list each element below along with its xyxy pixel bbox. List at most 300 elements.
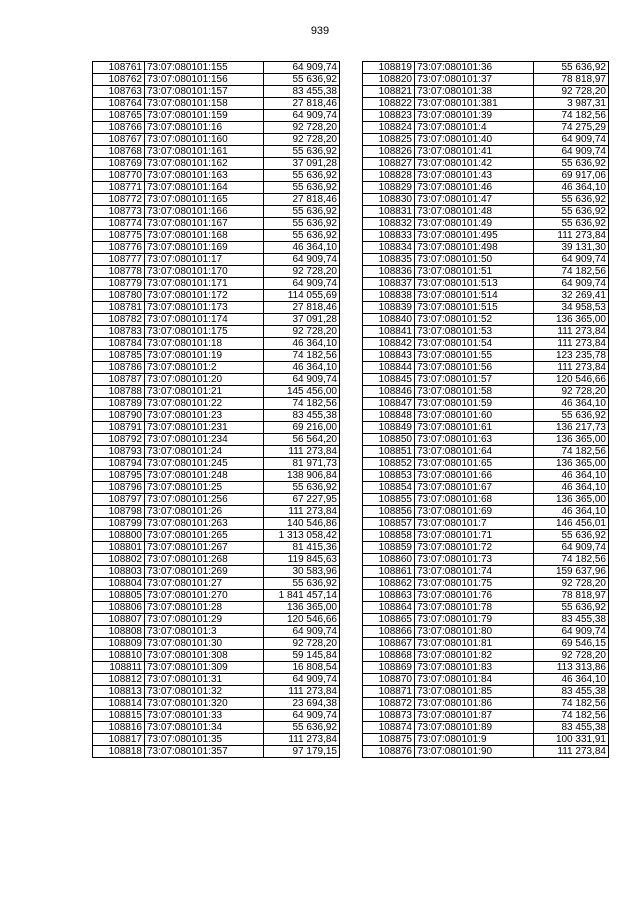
table-row	[363, 650, 609, 662]
cadastral-number-cell: 73:07:080101:72	[415, 542, 534, 554]
cadastral-number-cell: 73:07:080101:57	[415, 374, 534, 386]
value-cell: 46 364,10	[534, 506, 609, 518]
cadastral-number-cell: 73:07:080101:35	[145, 734, 264, 746]
cadastral-number-cell: 73:07:080101:270	[145, 590, 264, 602]
row-number-cell: 108820	[363, 74, 415, 86]
cadastral-number-cell: 73:07:080101:172	[145, 290, 264, 302]
row-number-cell: 108836	[363, 266, 415, 278]
table-row	[93, 386, 340, 398]
value-cell: 46 364,10	[264, 338, 340, 350]
value-cell: 56 564,20	[264, 434, 340, 446]
row-number-cell: 108864	[363, 602, 415, 614]
table-row	[363, 578, 609, 590]
cadastral-number-cell: 73:07:080101:26	[145, 506, 264, 518]
table-row	[93, 134, 340, 146]
table-row	[363, 206, 609, 218]
table-row	[93, 98, 340, 110]
value-cell: 1 841 457,14	[264, 590, 340, 602]
cadastral-number-cell: 73:07:080101:74	[415, 566, 534, 578]
row-number-cell: 108818	[93, 746, 145, 758]
row-number-cell: 108875	[363, 734, 415, 746]
page-number: 939	[310, 25, 330, 37]
row-number-cell: 108855	[363, 494, 415, 506]
row-number-cell: 108766	[93, 122, 145, 134]
cadastral-number-cell: 73:07:080101:86	[415, 698, 534, 710]
value-cell: 69 216,00	[264, 422, 340, 434]
cadastral-number-cell: 73:07:080101:2	[145, 362, 264, 374]
table-row	[363, 218, 609, 230]
table-row	[93, 530, 340, 542]
value-cell: 120 546,66	[264, 614, 340, 626]
table-row	[363, 230, 609, 242]
value-cell: 55 636,92	[534, 206, 609, 218]
value-cell: 83 455,38	[534, 686, 609, 698]
table-row	[93, 482, 340, 494]
value-cell: 55 636,92	[534, 158, 609, 170]
table-row	[93, 290, 340, 302]
cadastral-number-cell: 73:07:080101:56	[415, 362, 534, 374]
row-number-cell: 108852	[363, 458, 415, 470]
table-row	[363, 710, 609, 722]
cadastral-number-cell: 73:07:080101:59	[415, 398, 534, 410]
table-row	[363, 266, 609, 278]
cadastral-number-cell: 73:07:080101:20	[145, 374, 264, 386]
row-number-cell: 108777	[93, 254, 145, 266]
value-cell: 97 179,15	[264, 746, 340, 758]
cadastral-number-cell: 73:07:080101:158	[145, 98, 264, 110]
row-number-cell: 108872	[363, 698, 415, 710]
value-cell: 39 131,30	[534, 242, 609, 254]
row-number-cell: 108858	[363, 530, 415, 542]
left-register-table	[92, 61, 340, 758]
cadastral-number-cell: 73:07:080101:309	[145, 662, 264, 674]
cadastral-number-cell: 73:07:080101:17	[145, 254, 264, 266]
table-row	[363, 590, 609, 602]
cadastral-number-cell: 73:07:080101:67	[415, 482, 534, 494]
table-row	[93, 578, 340, 590]
table-row	[363, 518, 609, 530]
value-cell: 111 273,84	[264, 734, 340, 746]
row-number-cell: 108768	[93, 146, 145, 158]
cadastral-number-cell: 73:07:080101:18	[145, 338, 264, 350]
row-number-cell: 108790	[93, 410, 145, 422]
value-cell: 92 728,20	[534, 578, 609, 590]
table-row	[363, 122, 609, 134]
cadastral-number-cell: 73:07:080101:63	[415, 434, 534, 446]
value-cell: 23 694,38	[264, 698, 340, 710]
value-cell: 92 728,20	[264, 326, 340, 338]
cadastral-number-cell: 73:07:080101:68	[415, 494, 534, 506]
row-number-cell: 108853	[363, 470, 415, 482]
table-row	[93, 278, 340, 290]
cadastral-number-cell: 73:07:080101:159	[145, 110, 264, 122]
cadastral-number-cell: 73:07:080101:85	[415, 686, 534, 698]
table-row	[93, 110, 340, 122]
cadastral-number-cell: 73:07:080101:513	[415, 278, 534, 290]
row-number-cell: 108850	[363, 434, 415, 446]
value-cell: 64 909,74	[534, 542, 609, 554]
cadastral-number-cell: 73:07:080101:163	[145, 170, 264, 182]
cadastral-number-cell: 73:07:080101:46	[415, 182, 534, 194]
row-number-cell: 108800	[93, 530, 145, 542]
table-row	[363, 422, 609, 434]
row-number-cell: 108841	[363, 326, 415, 338]
value-cell: 136 365,00	[264, 602, 340, 614]
value-cell: 120 546,66	[534, 374, 609, 386]
cadastral-number-cell: 73:07:080101:381	[415, 98, 534, 110]
row-number-cell: 108816	[93, 722, 145, 734]
value-cell: 46 364,10	[534, 182, 609, 194]
value-cell: 74 182,56	[264, 398, 340, 410]
row-number-cell: 108772	[93, 194, 145, 206]
cadastral-number-cell: 73:07:080101:168	[145, 230, 264, 242]
table-row	[93, 650, 340, 662]
value-cell: 74 182,56	[264, 350, 340, 362]
table-row	[93, 506, 340, 518]
cadastral-number-cell: 73:07:080101:66	[415, 470, 534, 482]
value-cell: 83 455,38	[534, 722, 609, 734]
value-cell: 113 313,86	[534, 662, 609, 674]
row-number-cell: 108774	[93, 218, 145, 230]
row-number-cell: 108862	[363, 578, 415, 590]
row-number-cell: 108806	[93, 602, 145, 614]
row-number-cell: 108789	[93, 398, 145, 410]
cadastral-number-cell: 73:07:080101:357	[145, 746, 264, 758]
value-cell: 92 728,20	[534, 650, 609, 662]
table-row	[93, 458, 340, 470]
cadastral-number-cell: 73:07:080101:231	[145, 422, 264, 434]
table-row	[93, 674, 340, 686]
value-cell: 55 636,92	[534, 218, 609, 230]
table-row	[93, 326, 340, 338]
table-row	[363, 470, 609, 482]
cadastral-number-cell: 73:07:080101:22	[145, 398, 264, 410]
value-cell: 111 273,84	[534, 326, 609, 338]
value-cell: 114 055,69	[264, 290, 340, 302]
value-cell: 55 636,92	[264, 218, 340, 230]
table-row	[93, 374, 340, 386]
table-row	[93, 422, 340, 434]
table-row	[363, 194, 609, 206]
value-cell: 32 269,41	[534, 290, 609, 302]
row-number-cell: 108874	[363, 722, 415, 734]
cadastral-number-cell: 73:07:080101:43	[415, 170, 534, 182]
table-row	[93, 218, 340, 230]
cadastral-number-cell: 73:07:080101:90	[415, 746, 534, 758]
table-row	[363, 506, 609, 518]
table-row	[93, 254, 340, 266]
cadastral-number-cell: 73:07:080101:39	[415, 110, 534, 122]
table-row	[363, 530, 609, 542]
value-cell: 83 455,38	[264, 86, 340, 98]
value-cell: 46 364,10	[534, 482, 609, 494]
value-cell: 145 456,00	[264, 386, 340, 398]
value-cell: 136 365,00	[534, 434, 609, 446]
cadastral-number-cell: 73:07:080101:76	[415, 590, 534, 602]
cadastral-number-cell: 73:07:080101:265	[145, 530, 264, 542]
table-row	[363, 410, 609, 422]
value-cell: 64 909,74	[534, 146, 609, 158]
table-row	[93, 230, 340, 242]
cadastral-number-cell: 73:07:080101:61	[415, 422, 534, 434]
table-row	[363, 386, 609, 398]
table-row	[93, 362, 340, 374]
value-cell: 64 909,74	[534, 278, 609, 290]
table-row	[363, 554, 609, 566]
cadastral-number-cell: 73:07:080101:48	[415, 206, 534, 218]
cadastral-number-cell: 73:07:080101:7	[415, 518, 534, 530]
row-number-cell: 108828	[363, 170, 415, 182]
value-cell: 119 845,63	[264, 554, 340, 566]
value-cell: 16 808,54	[264, 662, 340, 674]
table-row	[93, 698, 340, 710]
cadastral-number-cell: 73:07:080101:234	[145, 434, 264, 446]
row-number-cell: 108830	[363, 194, 415, 206]
row-number-cell: 108835	[363, 254, 415, 266]
table-row	[363, 686, 609, 698]
table-row	[93, 398, 340, 410]
row-number-cell: 108792	[93, 434, 145, 446]
row-number-cell: 108843	[363, 350, 415, 362]
row-number-cell: 108799	[93, 518, 145, 530]
table-row	[363, 446, 609, 458]
table-row	[93, 518, 340, 530]
value-cell: 92 728,20	[264, 134, 340, 146]
value-cell: 78 818,97	[534, 590, 609, 602]
row-number-cell: 108785	[93, 350, 145, 362]
value-cell: 74 182,56	[534, 554, 609, 566]
table-row	[93, 62, 340, 74]
table-row	[363, 638, 609, 650]
table-row	[93, 206, 340, 218]
row-number-cell: 108778	[93, 266, 145, 278]
value-cell: 55 636,92	[534, 602, 609, 614]
value-cell: 74 182,56	[534, 446, 609, 458]
cadastral-number-cell: 73:07:080101:28	[145, 602, 264, 614]
value-cell: 111 273,84	[264, 506, 340, 518]
row-number-cell: 108857	[363, 518, 415, 530]
value-cell: 55 636,92	[264, 206, 340, 218]
table-row	[93, 554, 340, 566]
row-number-cell: 108821	[363, 86, 415, 98]
table-row	[363, 674, 609, 686]
row-number-cell: 108847	[363, 398, 415, 410]
cadastral-number-cell: 73:07:080101:162	[145, 158, 264, 170]
table-row	[93, 170, 340, 182]
cadastral-number-cell: 73:07:080101:515	[415, 302, 534, 314]
value-cell: 30 583,96	[264, 566, 340, 578]
table-row	[363, 314, 609, 326]
row-number-cell: 108779	[93, 278, 145, 290]
row-number-cell: 108776	[93, 242, 145, 254]
table-row	[363, 494, 609, 506]
cadastral-number-cell: 73:07:080101:155	[145, 62, 264, 74]
cadastral-number-cell: 73:07:080101:55	[415, 350, 534, 362]
table-row	[93, 410, 340, 422]
cadastral-number-cell: 73:07:080101:80	[415, 626, 534, 638]
table-row	[363, 698, 609, 710]
cadastral-number-cell: 73:07:080101:36	[415, 62, 534, 74]
cadastral-number-cell: 73:07:080101:52	[415, 314, 534, 326]
table-row	[93, 242, 340, 254]
row-number-cell: 108796	[93, 482, 145, 494]
row-number-cell: 108813	[93, 686, 145, 698]
table-row	[93, 86, 340, 98]
table-row	[363, 134, 609, 146]
table-row	[363, 542, 609, 554]
cadastral-number-cell: 73:07:080101:50	[415, 254, 534, 266]
cadastral-number-cell: 73:07:080101:58	[415, 386, 534, 398]
row-number-cell: 108863	[363, 590, 415, 602]
table-row	[93, 746, 340, 758]
row-number-cell: 108827	[363, 158, 415, 170]
cadastral-number-cell: 73:07:080101:23	[145, 410, 264, 422]
row-number-cell: 108849	[363, 422, 415, 434]
value-cell: 55 636,92	[264, 482, 340, 494]
value-cell: 111 273,84	[534, 230, 609, 242]
cadastral-number-cell: 73:07:080101:269	[145, 566, 264, 578]
value-cell: 55 636,92	[264, 722, 340, 734]
row-number-cell: 108842	[363, 338, 415, 350]
row-number-cell: 108844	[363, 362, 415, 374]
cadastral-number-cell: 73:07:080101:169	[145, 242, 264, 254]
value-cell: 146 456,01	[534, 518, 609, 530]
row-number-cell: 108873	[363, 710, 415, 722]
table-row	[93, 470, 340, 482]
value-cell: 83 455,38	[264, 410, 340, 422]
value-cell: 64 909,74	[264, 278, 340, 290]
value-cell: 64 909,74	[264, 626, 340, 638]
row-number-cell: 108867	[363, 638, 415, 650]
cadastral-number-cell: 73:07:080101:320	[145, 698, 264, 710]
table-row	[93, 722, 340, 734]
cadastral-number-cell: 73:07:080101:30	[145, 638, 264, 650]
cadastral-number-cell: 73:07:080101:51	[415, 266, 534, 278]
value-cell: 74 182,56	[534, 110, 609, 122]
cadastral-number-cell: 73:07:080101:49	[415, 218, 534, 230]
table-row	[363, 110, 609, 122]
cadastral-number-cell: 73:07:080101:69	[415, 506, 534, 518]
row-number-cell: 108826	[363, 146, 415, 158]
value-cell: 55 636,92	[534, 410, 609, 422]
table-row	[363, 434, 609, 446]
table-row	[363, 278, 609, 290]
cadastral-number-cell: 73:07:080101:164	[145, 182, 264, 194]
table-row	[363, 566, 609, 578]
row-number-cell: 108809	[93, 638, 145, 650]
table-row	[93, 74, 340, 86]
value-cell: 64 909,74	[264, 110, 340, 122]
row-number-cell: 108839	[363, 302, 415, 314]
table-row	[93, 542, 340, 554]
value-cell: 123 235,78	[534, 350, 609, 362]
row-number-cell: 108824	[363, 122, 415, 134]
table-row	[93, 494, 340, 506]
cadastral-number-cell: 73:07:080101:29	[145, 614, 264, 626]
cadastral-number-cell: 73:07:080101:60	[415, 410, 534, 422]
value-cell: 92 728,20	[534, 86, 609, 98]
value-cell: 55 636,92	[264, 146, 340, 158]
row-number-cell: 108793	[93, 446, 145, 458]
value-cell: 140 546,86	[264, 518, 340, 530]
row-number-cell: 108860	[363, 554, 415, 566]
value-cell: 92 728,20	[264, 638, 340, 650]
cadastral-number-cell: 73:07:080101:33	[145, 710, 264, 722]
value-cell: 46 364,10	[534, 674, 609, 686]
row-number-cell: 108767	[93, 134, 145, 146]
row-number-cell: 108819	[363, 62, 415, 74]
row-number-cell: 108795	[93, 470, 145, 482]
cadastral-number-cell: 73:07:080101:495	[415, 230, 534, 242]
row-number-cell: 108765	[93, 110, 145, 122]
cadastral-number-cell: 73:07:080101:34	[145, 722, 264, 734]
cadastral-number-cell: 73:07:080101:160	[145, 134, 264, 146]
table-row	[363, 662, 609, 674]
table-row	[363, 734, 609, 746]
row-number-cell: 108814	[93, 698, 145, 710]
row-number-cell: 108773	[93, 206, 145, 218]
table-row	[93, 566, 340, 578]
row-number-cell: 108815	[93, 710, 145, 722]
cadastral-number-cell: 73:07:080101:248	[145, 470, 264, 482]
value-cell: 59 145,84	[264, 650, 340, 662]
cadastral-number-cell: 73:07:080101:54	[415, 338, 534, 350]
value-cell: 92 728,20	[534, 386, 609, 398]
value-cell: 1 313 058,42	[264, 530, 340, 542]
table-row	[363, 362, 609, 374]
table-row	[363, 98, 609, 110]
row-number-cell: 108829	[363, 182, 415, 194]
row-number-cell: 108870	[363, 674, 415, 686]
value-cell: 111 273,84	[264, 686, 340, 698]
cadastral-number-cell: 73:07:080101:65	[415, 458, 534, 470]
value-cell: 55 636,92	[264, 578, 340, 590]
table-row	[363, 290, 609, 302]
cadastral-number-cell: 73:07:080101:498	[415, 242, 534, 254]
value-cell: 55 636,92	[264, 182, 340, 194]
table-row	[363, 374, 609, 386]
value-cell: 27 818,46	[264, 302, 340, 314]
table-row	[93, 734, 340, 746]
row-number-cell: 108791	[93, 422, 145, 434]
row-number-cell: 108851	[363, 446, 415, 458]
table-row	[363, 722, 609, 734]
row-number-cell: 108834	[363, 242, 415, 254]
table-row	[93, 434, 340, 446]
cadastral-number-cell: 73:07:080101:268	[145, 554, 264, 566]
value-cell: 69 546,15	[534, 638, 609, 650]
row-number-cell: 108762	[93, 74, 145, 86]
row-number-cell: 108871	[363, 686, 415, 698]
cadastral-number-cell: 73:07:080101:27	[145, 578, 264, 590]
row-number-cell: 108797	[93, 494, 145, 506]
row-number-cell: 108788	[93, 386, 145, 398]
row-number-cell: 108771	[93, 182, 145, 194]
table-row	[363, 302, 609, 314]
table-row	[93, 158, 340, 170]
row-number-cell: 108848	[363, 410, 415, 422]
cadastral-number-cell: 73:07:080101:161	[145, 146, 264, 158]
row-number-cell: 108845	[363, 374, 415, 386]
row-number-cell: 108782	[93, 314, 145, 326]
value-cell: 136 365,00	[534, 458, 609, 470]
cadastral-number-cell: 73:07:080101:75	[415, 578, 534, 590]
row-number-cell: 108832	[363, 218, 415, 230]
value-cell: 111 273,84	[264, 446, 340, 458]
row-number-cell: 108763	[93, 86, 145, 98]
value-cell: 46 364,10	[264, 362, 340, 374]
table-row	[93, 146, 340, 158]
